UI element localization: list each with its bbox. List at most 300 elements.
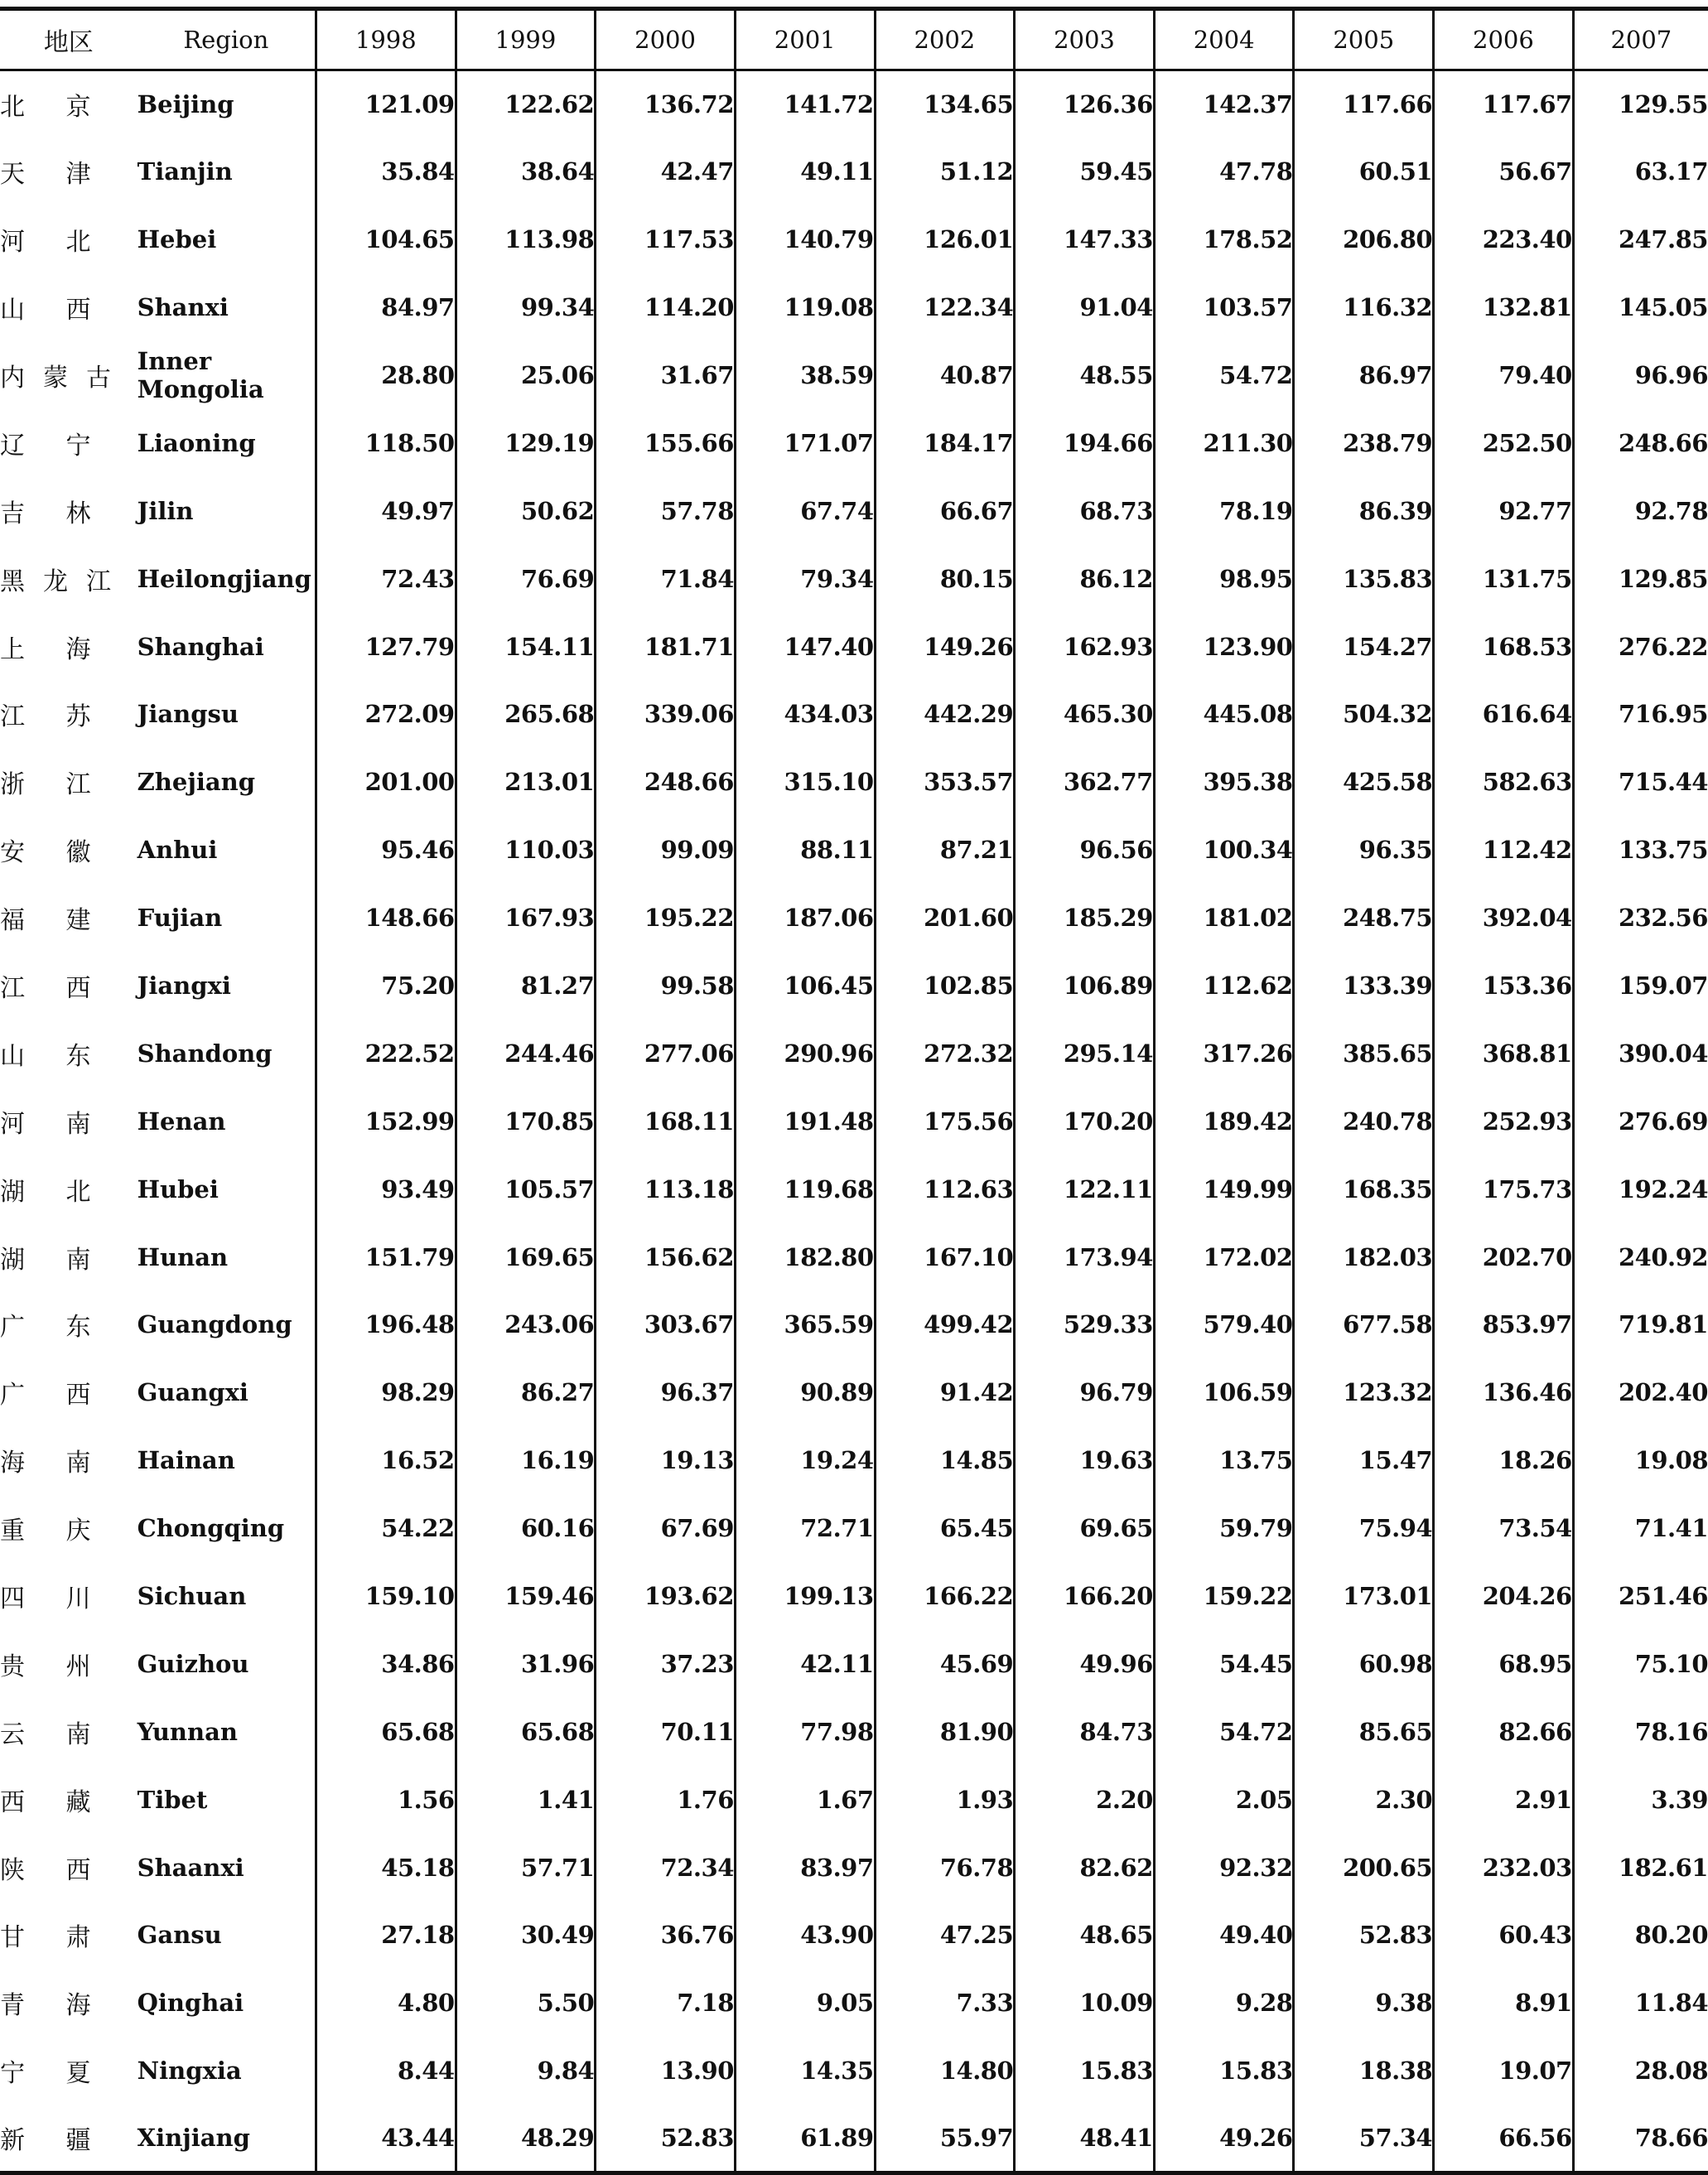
value-cell-2000: 303.67 (596, 1291, 736, 1359)
value-cell-2005: 240.78 (1294, 1088, 1434, 1155)
value-cell-2001: 90.89 (735, 1358, 875, 1426)
header-year-2006: 2006 (1434, 9, 1574, 70)
value-cell-1998: 95.46 (316, 816, 456, 884)
value-cell-2005: 182.03 (1294, 1223, 1434, 1291)
region-zh-cell (0, 884, 138, 952)
value-cell-2000: 57.78 (596, 477, 736, 545)
value-cell-1998: 75.20 (316, 952, 456, 1020)
value-cell-2001: 141.72 (735, 70, 875, 138)
value-cell-2000: 42.47 (596, 137, 736, 205)
value-cell-2000: 13.90 (596, 2037, 736, 2105)
value-cell-1998: 72.43 (316, 545, 456, 613)
value-cell-2000: 248.66 (596, 748, 736, 816)
value-cell-1999: 81.27 (456, 952, 596, 1020)
table-row (0, 1494, 1708, 1562)
value-cell-2004: 181.02 (1154, 884, 1294, 952)
value-cell-1999: 5.50 (456, 1969, 596, 2037)
value-cell-1999: 170.85 (456, 1088, 596, 1155)
value-cell-2000: 277.06 (596, 1020, 736, 1088)
value-cell-2004: 78.19 (1154, 477, 1294, 545)
value-cell-2001: 67.74 (735, 477, 875, 545)
value-cell-2006: 56.67 (1434, 137, 1574, 205)
region-zh-cell (0, 1223, 138, 1291)
value-cell-2006: 131.75 (1434, 545, 1574, 613)
value-cell-2007: 129.85 (1573, 545, 1708, 613)
region-zh-label: 新 疆 (0, 2125, 91, 2155)
value-cell-2003: 166.20 (1015, 1562, 1155, 1630)
value-cell-2005: 15.47 (1294, 1426, 1434, 1494)
value-cell-2003: 19.63 (1015, 1426, 1155, 1494)
value-cell-1998: 16.52 (316, 1426, 456, 1494)
region-zh-cell (0, 1562, 138, 1630)
value-cell-2004: 123.90 (1154, 613, 1294, 681)
value-cell-2005: 96.35 (1294, 816, 1434, 884)
value-cell-2000: 195.22 (596, 884, 736, 952)
region-en-cell: Fujian (137, 904, 223, 933)
value-cell-2006: 175.73 (1434, 1155, 1574, 1223)
region-zh-cell (0, 545, 138, 613)
value-cell-2002: 65.45 (875, 1494, 1015, 1562)
value-cell-2001: 290.96 (735, 1020, 875, 1088)
table-row (0, 1426, 1708, 1494)
table-row (0, 2037, 1708, 2105)
region-en-cell: Tibet (137, 1785, 208, 1814)
region-zh-cell (0, 2105, 138, 2173)
header-year-2000: 2000 (596, 9, 736, 70)
region-zh-label: 江 西 (0, 974, 91, 1004)
region-en-cell: Hebei (137, 225, 217, 254)
value-cell-2000: 99.09 (596, 816, 736, 884)
value-cell-2002: 51.12 (875, 137, 1015, 205)
value-cell-2006: 117.67 (1434, 70, 1574, 138)
value-cell-2007: 192.24 (1573, 1155, 1708, 1223)
value-cell-2006: 252.50 (1434, 409, 1574, 477)
value-cell-2007: 133.75 (1573, 816, 1708, 884)
value-cell-2006: 79.40 (1434, 341, 1574, 409)
value-cell-2000: 67.69 (596, 1494, 736, 1562)
value-cell-2002: 7.33 (875, 1969, 1015, 2037)
value-cell-2006: 19.07 (1434, 2037, 1574, 2105)
region-en-cell: Sichuan (137, 1582, 247, 1611)
value-cell-2004: 178.52 (1154, 205, 1294, 273)
value-cell-2004: 9.28 (1154, 1969, 1294, 2037)
value-cell-2003: 2.20 (1015, 1766, 1155, 1834)
value-cell-2007: 202.40 (1573, 1358, 1708, 1426)
value-cell-2006: 92.77 (1434, 477, 1574, 545)
value-cell-2000: 155.66 (596, 409, 736, 477)
value-cell-2007: 715.44 (1573, 748, 1708, 816)
value-cell-2004: 92.32 (1154, 1834, 1294, 1902)
value-cell-1998: 84.97 (316, 273, 456, 341)
value-cell-2005: 86.97 (1294, 341, 1434, 409)
region-zh-label: 甘 肃 (0, 1923, 91, 1953)
value-cell-2007: 232.56 (1573, 884, 1708, 952)
value-cell-2006: 73.54 (1434, 1494, 1574, 1562)
value-cell-1999: 169.65 (456, 1223, 596, 1291)
value-cell-1998: 28.80 (316, 341, 456, 409)
value-cell-2001: 88.11 (735, 816, 875, 884)
value-cell-2007: 390.04 (1573, 1020, 1708, 1088)
value-cell-2006: 18.26 (1434, 1426, 1574, 1494)
region-en-cell: Tianjin (137, 157, 233, 186)
value-cell-2004: 103.57 (1154, 273, 1294, 341)
value-cell-2005: 206.80 (1294, 205, 1434, 273)
value-cell-2001: 38.59 (735, 341, 875, 409)
value-cell-2006: 853.97 (1434, 1291, 1574, 1359)
value-cell-2001: 315.10 (735, 748, 875, 816)
value-cell-2003: 170.20 (1015, 1088, 1155, 1155)
region-en-cell: Jiangsu (137, 700, 239, 729)
region-en-cell: Guangdong (137, 1310, 292, 1339)
region-en-cell: Shaanxi (137, 1853, 244, 1882)
value-cell-2000: 72.34 (596, 1834, 736, 1902)
value-cell-1998: 65.68 (316, 1698, 456, 1766)
region-zh-cell (0, 952, 138, 1020)
value-cell-2004: 49.40 (1154, 1902, 1294, 1970)
value-cell-2003: 162.93 (1015, 613, 1155, 681)
table-row (0, 2105, 1708, 2173)
value-cell-2000: 113.18 (596, 1155, 736, 1223)
value-cell-2000: 96.37 (596, 1358, 736, 1426)
value-cell-1999: 60.16 (456, 1494, 596, 1562)
value-cell-2001: 147.40 (735, 613, 875, 681)
region-zh-label: 广 东 (0, 1313, 91, 1343)
value-cell-2005: 133.39 (1294, 952, 1434, 1020)
region-zh-cell (0, 1426, 138, 1494)
value-cell-2004: 395.38 (1154, 748, 1294, 816)
value-cell-2004: 445.08 (1154, 681, 1294, 749)
value-cell-2002: 14.80 (875, 2037, 1015, 2105)
value-cell-1998: 49.97 (316, 477, 456, 545)
value-cell-2002: 122.34 (875, 273, 1015, 341)
value-cell-2006: 252.93 (1434, 1088, 1574, 1155)
region-zh-cell (0, 1358, 138, 1426)
value-cell-2006: 132.81 (1434, 273, 1574, 341)
value-cell-1998: 152.99 (316, 1088, 456, 1155)
value-cell-2004: 106.59 (1154, 1358, 1294, 1426)
value-cell-2001: 43.90 (735, 1902, 875, 1970)
value-cell-2005: 168.35 (1294, 1155, 1434, 1223)
region-zh-label: 海 南 (0, 1449, 91, 1478)
table-row (0, 1969, 1708, 2037)
value-cell-2003: 122.11 (1015, 1155, 1155, 1223)
value-cell-1999: 48.29 (456, 2105, 596, 2173)
value-cell-2006: 168.53 (1434, 613, 1574, 681)
value-cell-1998: 1.56 (316, 1766, 456, 1834)
region-zh-label: 安 徽 (0, 838, 91, 868)
value-cell-2000: 31.67 (596, 341, 736, 409)
value-cell-1998: 104.65 (316, 205, 456, 273)
value-cell-1998: 148.66 (316, 884, 456, 952)
value-cell-2006: 136.46 (1434, 1358, 1574, 1426)
value-cell-2001: 42.11 (735, 1630, 875, 1698)
value-cell-2005: 75.94 (1294, 1494, 1434, 1562)
value-cell-2007: 28.08 (1573, 2037, 1708, 2105)
region-zh-cell (0, 1969, 138, 2037)
value-cell-2001: 9.05 (735, 1969, 875, 2037)
value-cell-2007: 247.85 (1573, 205, 1708, 273)
value-cell-2007: 96.96 (1573, 341, 1708, 409)
value-cell-2005: 60.51 (1294, 137, 1434, 205)
region-zh-label: 四 川 (0, 1584, 91, 1614)
value-cell-2007: 78.66 (1573, 2105, 1708, 2173)
value-cell-2000: 36.76 (596, 1902, 736, 1970)
value-cell-2003: 59.45 (1015, 137, 1155, 205)
value-cell-2002: 66.67 (875, 477, 1015, 545)
region-zh-cell (0, 1902, 138, 1970)
region-zh-label: 江 苏 (0, 702, 91, 732)
header-year-2004: 2004 (1154, 9, 1294, 70)
table-row (0, 1223, 1708, 1291)
table-row (0, 1155, 1708, 1223)
value-cell-2001: 182.80 (735, 1223, 875, 1291)
region-en-cell: Beijing (137, 90, 234, 119)
value-cell-2005: 57.34 (1294, 2105, 1434, 2173)
table-row (0, 1630, 1708, 1698)
value-cell-2000: 19.13 (596, 1426, 736, 1494)
value-cell-2002: 1.93 (875, 1766, 1015, 1834)
region-zh-label: 西 藏 (0, 1787, 91, 1817)
table-body (0, 70, 1708, 2173)
region-zh-cell (0, 70, 138, 138)
value-cell-2004: 98.95 (1154, 545, 1294, 613)
value-cell-2003: 69.65 (1015, 1494, 1155, 1562)
value-cell-2004: 54.72 (1154, 1698, 1294, 1766)
table-row (0, 1698, 1708, 1766)
value-cell-2004: 49.26 (1154, 2105, 1294, 2173)
value-cell-2001: 61.89 (735, 2105, 875, 2173)
region-zh-cell (0, 1630, 138, 1698)
region-en-cell: Liaoning (137, 428, 256, 457)
table-row (0, 70, 1708, 138)
value-cell-2001: 72.71 (735, 1494, 875, 1562)
region-zh-label: 重 庆 (0, 1517, 91, 1546)
value-cell-2002: 175.56 (875, 1088, 1015, 1155)
value-cell-2003: 147.33 (1015, 205, 1155, 273)
value-cell-2002: 499.42 (875, 1291, 1015, 1359)
table-row (0, 1358, 1708, 1426)
table-row (0, 1088, 1708, 1155)
value-cell-1998: 4.80 (316, 1969, 456, 2037)
value-cell-2000: 181.71 (596, 613, 736, 681)
value-cell-2005: 117.66 (1294, 70, 1434, 138)
value-cell-2003: 86.12 (1015, 545, 1155, 613)
table-row (0, 816, 1708, 884)
value-cell-2007: 75.10 (1573, 1630, 1708, 1698)
value-cell-2001: 365.59 (735, 1291, 875, 1359)
value-cell-2005: 60.98 (1294, 1630, 1434, 1698)
region-zh-cell (0, 1155, 138, 1223)
value-cell-2001: 83.97 (735, 1834, 875, 1902)
value-cell-1999: 244.46 (456, 1020, 596, 1088)
value-cell-1998: 201.00 (316, 748, 456, 816)
value-cell-1998: 35.84 (316, 137, 456, 205)
value-cell-2000: 52.83 (596, 2105, 736, 2173)
value-cell-2006: 8.91 (1434, 1969, 1574, 2037)
value-cell-1999: 86.27 (456, 1358, 596, 1426)
value-cell-2002: 353.57 (875, 748, 1015, 816)
value-cell-1998: 98.29 (316, 1358, 456, 1426)
value-cell-2001: 191.48 (735, 1088, 875, 1155)
value-cell-1999: 57.71 (456, 1834, 596, 1902)
region-en-cell: Shandong (137, 1039, 273, 1068)
value-cell-2004: 54.72 (1154, 341, 1294, 409)
value-cell-2001: 434.03 (735, 681, 875, 749)
region-zh-cell (0, 1698, 138, 1766)
table-row (0, 409, 1708, 477)
value-cell-2003: 10.09 (1015, 1969, 1155, 2037)
value-cell-2007: 182.61 (1573, 1834, 1708, 1902)
value-cell-2001: 49.11 (735, 137, 875, 205)
region-zh-label: 黑龙江 (0, 567, 129, 596)
value-cell-2007: 92.78 (1573, 477, 1708, 545)
value-cell-2001: 79.34 (735, 545, 875, 613)
value-cell-2004: 172.02 (1154, 1223, 1294, 1291)
region-en-cell: Shanxi (137, 293, 229, 322)
header-year-1999: 1999 (456, 9, 596, 70)
region-zh-cell (0, 273, 138, 341)
value-cell-2005: 9.38 (1294, 1969, 1434, 2037)
value-cell-2004: 15.83 (1154, 2037, 1294, 2105)
value-cell-2004: 54.45 (1154, 1630, 1294, 1698)
value-cell-1999: 167.93 (456, 884, 596, 952)
table-row (0, 477, 1708, 545)
value-cell-2004: 47.78 (1154, 137, 1294, 205)
value-cell-2004: 149.99 (1154, 1155, 1294, 1223)
value-cell-2002: 112.63 (875, 1155, 1015, 1223)
table-row (0, 1834, 1708, 1902)
value-cell-2000: 7.18 (596, 1969, 736, 2037)
value-cell-2001: 140.79 (735, 205, 875, 273)
value-cell-2002: 87.21 (875, 816, 1015, 884)
value-cell-2003: 362.77 (1015, 748, 1155, 816)
table-row (0, 273, 1708, 341)
value-cell-2001: 171.07 (735, 409, 875, 477)
value-cell-2004: 112.62 (1154, 952, 1294, 1020)
value-cell-2002: 272.32 (875, 1020, 1015, 1088)
region-en-cell: Henan (137, 1107, 226, 1136)
value-cell-2003: 84.73 (1015, 1698, 1155, 1766)
value-cell-2004: 317.26 (1154, 1020, 1294, 1088)
value-cell-1999: 30.49 (456, 1902, 596, 1970)
value-cell-2003: 126.36 (1015, 70, 1155, 138)
value-cell-2007: 276.69 (1573, 1088, 1708, 1155)
value-cell-2005: 200.65 (1294, 1834, 1434, 1902)
value-cell-1998: 93.49 (316, 1155, 456, 1223)
table-row (0, 1020, 1708, 1088)
value-cell-2007: 716.95 (1573, 681, 1708, 749)
value-cell-2004: 59.79 (1154, 1494, 1294, 1562)
region-en-cell: Hunan (137, 1242, 229, 1271)
value-cell-2002: 166.22 (875, 1562, 1015, 1630)
header-year-1998: 1998 (316, 9, 456, 70)
value-cell-2007: 145.05 (1573, 273, 1708, 341)
value-cell-2005: 238.79 (1294, 409, 1434, 477)
value-cell-2005: 18.38 (1294, 2037, 1434, 2105)
value-cell-2002: 201.60 (875, 884, 1015, 952)
value-cell-2006: 153.36 (1434, 952, 1574, 1020)
value-cell-2002: 80.15 (875, 545, 1015, 613)
value-cell-2005: 425.58 (1294, 748, 1434, 816)
value-cell-1999: 243.06 (456, 1291, 596, 1359)
value-cell-2000: 1.76 (596, 1766, 736, 1834)
value-cell-1998: 272.09 (316, 681, 456, 749)
value-cell-2006: 60.43 (1434, 1902, 1574, 1970)
value-cell-1999: 122.62 (456, 70, 596, 138)
value-cell-2003: 48.55 (1015, 341, 1155, 409)
value-cell-2003: 82.62 (1015, 1834, 1155, 1902)
value-cell-2003: 91.04 (1015, 273, 1155, 341)
region-en-cell: Jiangxi (137, 972, 231, 1001)
value-cell-2006: 223.40 (1434, 205, 1574, 273)
region-zh-label: 吉 林 (0, 499, 91, 528)
value-cell-2000: 117.53 (596, 205, 736, 273)
value-cell-2001: 199.13 (735, 1562, 875, 1630)
region-zh-label: 浙 江 (0, 770, 91, 800)
value-cell-1998: 196.48 (316, 1291, 456, 1359)
value-cell-2000: 339.06 (596, 681, 736, 749)
value-cell-2005: 116.32 (1294, 273, 1434, 341)
value-cell-2005: 385.65 (1294, 1020, 1434, 1088)
value-cell-2006: 232.03 (1434, 1834, 1574, 1902)
header-year-2003: 2003 (1015, 9, 1155, 70)
value-cell-2001: 77.98 (735, 1698, 875, 1766)
region-zh-label: 河 南 (0, 1109, 91, 1139)
value-cell-2002: 134.65 (875, 70, 1015, 138)
value-cell-2001: 187.06 (735, 884, 875, 952)
value-cell-2002: 102.85 (875, 952, 1015, 1020)
region-en-cell: Ningxia (137, 2057, 242, 2086)
region-zh-label: 宁 夏 (0, 2059, 91, 2089)
value-cell-2000: 114.20 (596, 273, 736, 341)
value-cell-1999: 9.84 (456, 2037, 596, 2105)
value-cell-2000: 99.58 (596, 952, 736, 1020)
region-zh-label: 天 津 (0, 160, 91, 190)
value-cell-2003: 48.65 (1015, 1902, 1155, 1970)
region-zh-label: 湖 南 (0, 1245, 91, 1275)
value-cell-2001: 1.67 (735, 1766, 875, 1834)
value-cell-2004: 159.22 (1154, 1562, 1294, 1630)
value-cell-2007: 11.84 (1573, 1969, 1708, 2037)
region-en-cell: Shanghai (137, 632, 264, 661)
header-region-zh: 地区 (0, 9, 138, 70)
value-cell-2004: 189.42 (1154, 1088, 1294, 1155)
value-cell-2003: 96.56 (1015, 816, 1155, 884)
region-zh-label: 广 西 (0, 1381, 91, 1411)
header-year-2001: 2001 (735, 9, 875, 70)
region-en-cell: Heilongjiang (137, 564, 311, 593)
value-cell-2006: 68.95 (1434, 1630, 1574, 1698)
value-cell-1998: 54.22 (316, 1494, 456, 1562)
region-zh-label: 福 建 (0, 906, 91, 936)
region-zh-label: 上 海 (0, 634, 91, 664)
value-cell-2006: 2.91 (1434, 1766, 1574, 1834)
value-cell-2002: 81.90 (875, 1698, 1015, 1766)
value-cell-2002: 184.17 (875, 409, 1015, 477)
value-cell-1999: 110.03 (456, 816, 596, 884)
value-cell-1999: 129.19 (456, 409, 596, 477)
value-cell-1999: 265.68 (456, 681, 596, 749)
value-cell-2005: 123.32 (1294, 1358, 1434, 1426)
region-zh-label: 贵 州 (0, 1652, 91, 1681)
value-cell-2003: 48.41 (1015, 2105, 1155, 2173)
value-cell-1999: 16.19 (456, 1426, 596, 1494)
value-cell-2001: 106.45 (735, 952, 875, 1020)
table-row (0, 1291, 1708, 1359)
value-cell-2004: 100.34 (1154, 816, 1294, 884)
value-cell-2001: 19.24 (735, 1426, 875, 1494)
region-zh-label: 青 海 (0, 1991, 91, 2021)
